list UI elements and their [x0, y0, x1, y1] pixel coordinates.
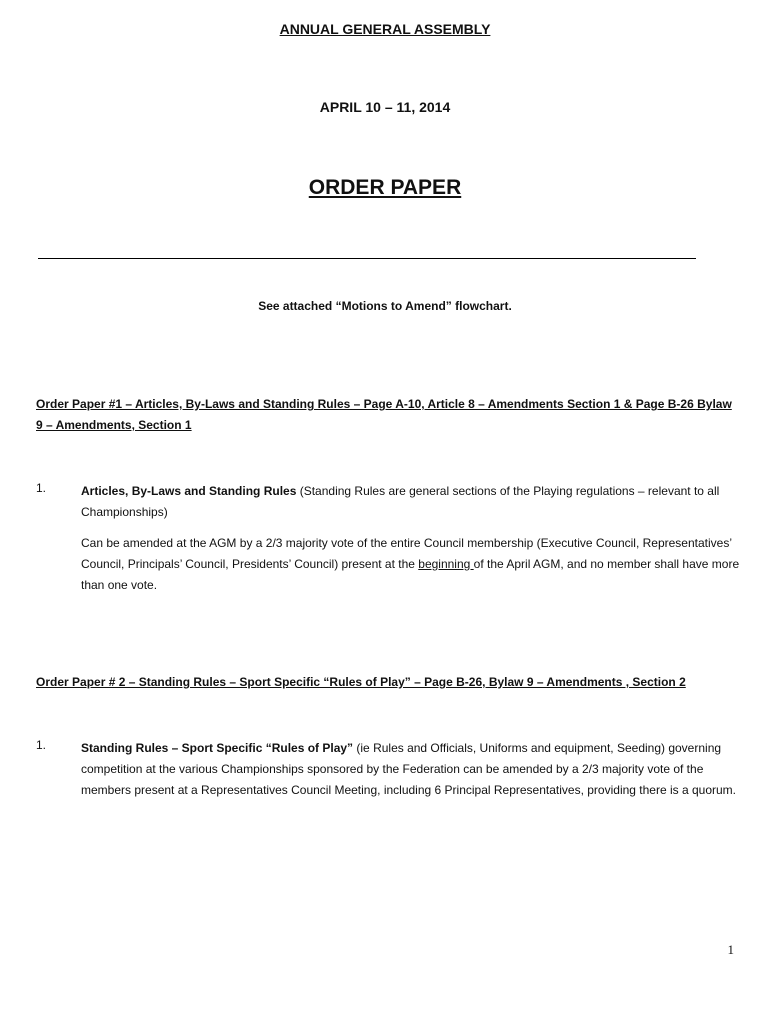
page-title: ORDER PAPER — [308, 176, 462, 199]
section-2-heading: Order Paper # 2 – Standing Rules – Sport Specific “Rules of Play” – Page B-26, Bylaw 9 – Amendments , Section 2 — [36, 675, 686, 689]
section-1-item-text: (Standing Rules are general sections of the Playing regulations – relevant to all Championships) — [81, 484, 720, 519]
flowchart-note: See attached “Motions to Amend” flowchart. — [258, 299, 512, 313]
page-number: 1 — [727, 942, 734, 957]
section-1-paragraph-text-b: of the April AGM, and no member shall have more than one vote. — [81, 557, 740, 592]
section-2-item-title: Standing Rules – Sport Specific “Rules of Play” — [81, 741, 354, 755]
section-2-item — [81, 738, 741, 801]
section-2-item-text: (ie Rules and Officials, Uniforms and equipment, Seeding) governing competition at the various Championships sponsored by the Federation can be amended by a 2/3 majority vote of the members present at a Representatives Council Meeting, including 6 Principal Representatives, providing there is a quorum. — [81, 741, 737, 797]
assembly-heading: ANNUAL GENERAL ASSEMBLY — [279, 21, 491, 37]
section-1-item — [81, 481, 741, 523]
horizontal-divider — [38, 258, 696, 259]
assembly-dates: APRIL 10 – 11, 2014 — [319, 99, 451, 115]
section-1-paragraph-text-a: Can be amended at the AGM by a 2/3 majority vote of the entire Council membership (Executive Council, Representatives’ Council, Principals’ Council, Presidents’ Council) present at the — [81, 536, 732, 571]
section-2-item-number: 1. — [36, 738, 47, 752]
section-1-paragraph — [81, 533, 741, 596]
beginning-underlined-word: beginning — [418, 557, 474, 571]
section-1-item-number: 1. — [36, 481, 47, 495]
section-1-item-title: Articles, By-Laws and Standing Rules — [81, 484, 297, 498]
section-1-heading: Order Paper #1 – Articles, By-Laws and Standing Rules – Page A-10, Article 8 – Amendments Section 1 & Page B-26 Bylaw 9 – Amendments, Section 1 — [36, 397, 732, 432]
